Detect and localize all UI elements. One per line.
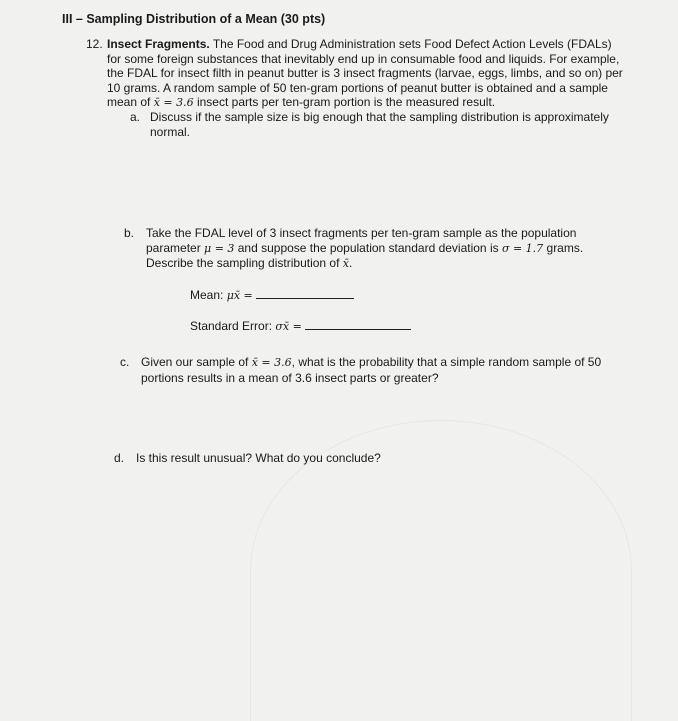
part-d-text <box>136 451 636 466</box>
standard-error-row <box>190 319 411 335</box>
standard-error-answer-blank[interactable] <box>305 319 411 330</box>
question-number: 12. <box>86 37 103 51</box>
part-b-line-2-end: grams. <box>546 240 584 255</box>
question-line-2: for some foreign substances that inevitably end up in consumable food and liquids. For example, <box>107 51 620 66</box>
question-title: Insect Fragments. <box>107 37 210 51</box>
part-c-letter: c. <box>120 355 130 369</box>
part-b-line-2-mid: and suppose the population standard deviation is <box>237 240 499 255</box>
question-line-5-start: mean of <box>107 95 151 109</box>
sample-mean-expression: x̄ = 3.6 <box>153 96 194 109</box>
question-line-5-end: insect parts per ten-gram portion is the measured result. <box>196 95 496 109</box>
part-a-letter: a. <box>130 110 141 124</box>
question-line-3: the FDAL for insect filth in peanut butter is 3 insect fragments (larvae, eggs, limbs, and so on) per <box>107 66 623 80</box>
section-header: III – Sampling Distribution of a Mean (30 pts) <box>62 12 326 26</box>
sigma-expression: σ = 1.7 <box>501 241 544 255</box>
part-d-line-1: Is this result unusual? What do you conclude? <box>136 451 381 465</box>
part-b-line-3-end: . <box>349 256 353 270</box>
mean-symbol: μx̄ = <box>226 289 253 302</box>
part-c-line-1-end: , what is the probability that a simple random sample of 50 <box>291 355 602 369</box>
part-b-text <box>146 226 646 272</box>
part-b-line-2-start: parameter <box>146 240 201 255</box>
mean-row <box>190 288 354 304</box>
mean-label: Mean: <box>190 288 224 302</box>
part-b-line-1: Take the FDAL level of 3 insect fragments per ten-gram sample as the population <box>146 226 577 240</box>
question-line-1: The Food and Drug Administration sets Food Defect Action Levels (FDALs) <box>212 37 612 51</box>
part-b-letter: b. <box>124 226 135 240</box>
question-line-4: 10 grams. A random sample of 50 ten-gram portions of peanut butter is obtained and a sample <box>107 80 608 95</box>
part-b-line-3: Describe the sampling distribution of <box>146 256 340 270</box>
part-c-line-1-start: Given our sample of <box>141 355 249 369</box>
xbar-value-expression: x̄ = 3.6 <box>251 356 292 369</box>
part-a-line-2: normal. <box>150 124 191 139</box>
mean-answer-blank[interactable] <box>256 288 354 299</box>
xbar-symbol: x̄ <box>342 257 349 270</box>
part-c-text <box>141 355 651 385</box>
standard-error-label: Standard Error: <box>190 319 273 333</box>
part-a-line-1: Discuss if the sample size is big enough that the sampling distribution is approximately <box>150 110 609 124</box>
part-a-text <box>150 110 650 139</box>
part-d-letter: d. <box>114 451 125 465</box>
standard-error-symbol: σx̄ = <box>275 320 302 333</box>
mu-expression: μ = 3 <box>204 241 235 255</box>
part-c-line-2: portions results in a mean of 3.6 insect parts or greater? <box>141 370 439 385</box>
question-body <box>107 37 647 111</box>
